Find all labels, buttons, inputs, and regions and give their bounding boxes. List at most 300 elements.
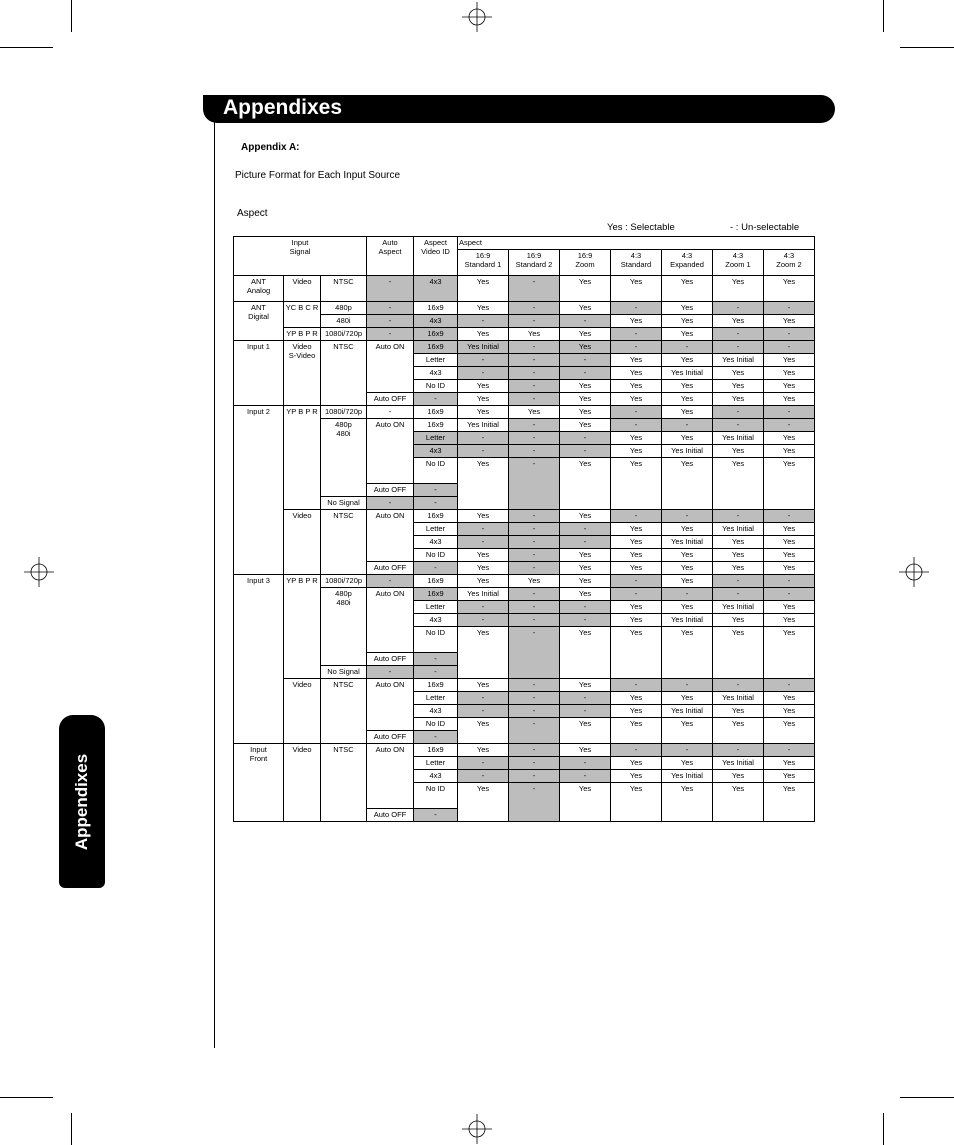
mode-cell: Yes: [764, 393, 815, 406]
mode-cell: -: [713, 679, 764, 692]
page-title: Appendixes: [223, 96, 343, 119]
mode-cell: Yes Initial: [458, 419, 509, 432]
header-auto-aspect: Auto Aspect: [367, 237, 414, 276]
mode-cell: -: [509, 783, 560, 822]
mode-cell: -: [764, 341, 815, 354]
mode-cell: Yes: [764, 523, 815, 536]
mode-cell: Yes: [458, 783, 509, 822]
table-cell: No ID: [414, 627, 458, 653]
mode-cell: -: [560, 445, 611, 458]
mode-cell: Yes: [662, 562, 713, 575]
crop-mark: [0, 47, 53, 48]
table-cell: -: [414, 393, 458, 406]
mode-cell: -: [560, 523, 611, 536]
table-cell: Auto ON: [367, 510, 414, 562]
mode-cell: Yes: [458, 718, 509, 744]
mode-cell: Yes: [560, 510, 611, 523]
mode-cell: -: [458, 367, 509, 380]
mode-cell: -: [458, 614, 509, 627]
header-aspect: Aspect: [458, 237, 815, 250]
table-cell: 480p 480i: [321, 588, 367, 666]
mode-cell: -: [764, 406, 815, 419]
table-cell: 16x9: [414, 302, 458, 315]
mode-cell: Yes: [560, 393, 611, 406]
mode-cell: Yes: [713, 549, 764, 562]
table-cell: 480p 480i: [321, 419, 367, 497]
mode-cell: -: [611, 679, 662, 692]
mode-cell: -: [764, 588, 815, 601]
mode-cell: -: [458, 432, 509, 445]
mode-cell: -: [560, 354, 611, 367]
mode-cell: Yes: [662, 432, 713, 445]
mode-cell: Yes: [764, 458, 815, 510]
header-mode: 16:9 Zoom: [560, 250, 611, 276]
mode-cell: -: [713, 419, 764, 432]
table-row: [234, 315, 815, 328]
mode-cell: Yes: [611, 562, 662, 575]
mode-cell: -: [458, 692, 509, 705]
table-cell: Video: [284, 276, 321, 302]
table-cell: NTSC: [321, 510, 367, 575]
table-cell: Video: [284, 510, 321, 575]
mode-cell: Yes: [662, 601, 713, 614]
mode-cell: -: [560, 315, 611, 328]
mode-cell: Yes Initial: [662, 705, 713, 718]
mode-cell: Yes: [611, 549, 662, 562]
table-row: [234, 406, 815, 419]
header-mode: 16:9 Standard 2: [509, 250, 560, 276]
mode-cell: -: [509, 354, 560, 367]
table-cell: Auto OFF: [367, 562, 414, 575]
mode-cell: -: [458, 757, 509, 770]
mode-cell: Yes: [764, 536, 815, 549]
mode-cell: -: [509, 757, 560, 770]
group-label: Input Front: [234, 744, 284, 822]
table-cell: Auto OFF: [367, 809, 414, 822]
table-cell: YP B P R: [284, 328, 321, 341]
table-cell: 16x9: [414, 588, 458, 601]
mode-cell: Yes: [764, 614, 815, 627]
mode-cell: -: [458, 354, 509, 367]
mode-cell: Yes: [764, 445, 815, 458]
table-cell: -: [367, 328, 414, 341]
mode-cell: -: [509, 705, 560, 718]
mode-cell: -: [560, 367, 611, 380]
table-cell: -: [367, 315, 414, 328]
table-cell: 16x9: [414, 679, 458, 692]
mode-cell: Yes: [662, 302, 713, 315]
mode-cell: -: [560, 432, 611, 445]
table-cell: No ID: [414, 718, 458, 731]
mode-cell: Yes: [458, 744, 509, 757]
mode-cell: -: [611, 341, 662, 354]
mode-cell: Yes: [611, 523, 662, 536]
mode-cell: Yes: [713, 614, 764, 627]
table-cell: Letter: [414, 692, 458, 705]
header-input-signal: Input Signal: [234, 237, 367, 276]
mode-cell: Yes: [611, 718, 662, 744]
table-cell: NTSC: [321, 341, 367, 406]
mode-cell: -: [611, 406, 662, 419]
mode-cell: -: [509, 744, 560, 757]
table-cell: 16x9: [414, 328, 458, 341]
header-mode: 4:3 Zoom 2: [764, 250, 815, 276]
mode-cell: Yes: [713, 536, 764, 549]
mode-cell: Yes: [458, 510, 509, 523]
mode-cell: -: [713, 744, 764, 757]
mode-cell: Yes: [764, 367, 815, 380]
mode-cell: Yes: [713, 445, 764, 458]
mode-cell: Yes: [764, 562, 815, 575]
mode-cell: -: [560, 757, 611, 770]
mode-cell: Yes: [458, 380, 509, 393]
mode-cell: Yes: [662, 718, 713, 744]
table-cell: 16x9: [414, 510, 458, 523]
table-cell: 4x3: [414, 536, 458, 549]
mode-cell: -: [509, 393, 560, 406]
mode-cell: Yes: [611, 458, 662, 510]
mode-cell: -: [764, 419, 815, 432]
table-cell: -: [414, 562, 458, 575]
mode-cell: -: [509, 419, 560, 432]
mode-cell: Yes: [713, 705, 764, 718]
mode-cell: Yes: [662, 315, 713, 328]
mode-cell: Yes: [611, 393, 662, 406]
crop-mark: [883, 1113, 884, 1145]
mode-cell: -: [764, 328, 815, 341]
mode-cell: -: [509, 601, 560, 614]
table-row: [234, 276, 815, 302]
table-cell: Auto OFF: [367, 393, 414, 406]
mode-cell: Yes Initial: [713, 523, 764, 536]
mode-cell: Yes: [560, 575, 611, 588]
mode-cell: Yes: [560, 341, 611, 354]
crop-mark: [900, 47, 954, 48]
crop-mark: [0, 1097, 53, 1098]
table-cell: No ID: [414, 783, 458, 809]
mode-cell: Yes: [560, 302, 611, 315]
mode-cell: Yes Initial: [458, 341, 509, 354]
mode-cell: -: [662, 588, 713, 601]
mode-cell: Yes: [764, 432, 815, 445]
table-row: [234, 588, 815, 601]
mode-cell: -: [560, 614, 611, 627]
mode-cell: Yes: [611, 367, 662, 380]
mode-cell: Yes: [611, 705, 662, 718]
table-row: [234, 341, 815, 354]
mode-cell: -: [509, 458, 560, 510]
mode-cell: Yes: [764, 276, 815, 302]
mode-cell: Yes: [560, 783, 611, 822]
table-cell: NTSC: [321, 679, 367, 744]
table-cell: No ID: [414, 549, 458, 562]
mode-cell: Yes: [764, 380, 815, 393]
mode-cell: -: [764, 302, 815, 315]
table-cell: -: [414, 809, 458, 822]
mode-cell: Yes: [764, 757, 815, 770]
table-cell: 1080i/720p: [321, 575, 367, 588]
mode-cell: Yes: [560, 679, 611, 692]
mode-cell: Yes: [713, 458, 764, 510]
mode-cell: Yes: [662, 458, 713, 510]
mode-cell: Yes: [458, 276, 509, 302]
section-title: Aspect: [237, 208, 268, 219]
table-cell: Video: [284, 679, 321, 744]
table-cell: -: [414, 497, 458, 510]
table-cell: 4x3: [414, 770, 458, 783]
mode-cell: -: [662, 744, 713, 757]
table-row: [234, 744, 815, 757]
mode-cell: Yes: [662, 523, 713, 536]
table-cell: Auto ON: [367, 679, 414, 731]
mode-cell: -: [458, 445, 509, 458]
table-cell: Video: [284, 744, 321, 822]
table-cell: 16x9: [414, 744, 458, 757]
mode-cell: -: [713, 510, 764, 523]
mode-cell: Yes: [611, 445, 662, 458]
mode-cell: Yes Initial: [662, 770, 713, 783]
mode-cell: -: [611, 588, 662, 601]
mode-cell: Yes: [713, 718, 764, 744]
mode-cell: -: [458, 601, 509, 614]
table-cell: Auto ON: [367, 588, 414, 653]
table-cell: 16x9: [414, 406, 458, 419]
mode-cell: Yes: [713, 562, 764, 575]
mode-cell: Yes: [662, 354, 713, 367]
mode-cell: Yes: [764, 354, 815, 367]
mode-cell: Yes: [662, 692, 713, 705]
table-cell: 4x3: [414, 315, 458, 328]
table-row: [234, 328, 815, 341]
mode-cell: Yes: [662, 276, 713, 302]
table-cell: Auto OFF: [367, 731, 414, 744]
mode-cell: -: [509, 523, 560, 536]
table-cell: YP B P R: [284, 575, 321, 679]
mode-cell: Yes: [713, 315, 764, 328]
table-cell: -: [367, 302, 414, 315]
group-label: Input 2: [234, 406, 284, 575]
mode-cell: Yes: [662, 575, 713, 588]
mode-cell: Yes Initial: [662, 367, 713, 380]
mode-cell: Yes: [611, 380, 662, 393]
mode-cell: Yes: [509, 328, 560, 341]
mode-cell: Yes Initial: [458, 588, 509, 601]
table-cell: 1080i/720p: [321, 406, 367, 419]
mode-cell: -: [509, 614, 560, 627]
mode-cell: Yes: [560, 549, 611, 562]
table-row: [234, 419, 815, 432]
mode-cell: Yes: [662, 380, 713, 393]
table-cell: 1080i/720p: [321, 328, 367, 341]
mode-cell: Yes: [662, 549, 713, 562]
mode-cell: Yes: [662, 406, 713, 419]
table-cell: Auto ON: [367, 419, 414, 484]
mode-cell: -: [713, 575, 764, 588]
table-cell: No Signal: [321, 497, 367, 510]
table-cell: -: [367, 406, 414, 419]
mode-cell: -: [713, 406, 764, 419]
mode-cell: -: [611, 302, 662, 315]
mode-cell: Yes: [458, 302, 509, 315]
mode-cell: Yes: [662, 757, 713, 770]
mode-cell: -: [713, 341, 764, 354]
mode-cell: Yes: [662, 328, 713, 341]
mode-cell: Yes: [560, 276, 611, 302]
mode-cell: -: [458, 705, 509, 718]
table-cell: 4x3: [414, 367, 458, 380]
mode-cell: Yes: [560, 406, 611, 419]
mode-cell: -: [713, 302, 764, 315]
mode-cell: Yes: [458, 328, 509, 341]
mode-cell: -: [764, 510, 815, 523]
mode-cell: -: [662, 419, 713, 432]
mode-cell: Yes Initial: [662, 536, 713, 549]
mode-cell: -: [611, 419, 662, 432]
mode-cell: -: [458, 770, 509, 783]
mode-cell: -: [560, 770, 611, 783]
mode-cell: -: [509, 432, 560, 445]
mode-cell: Yes: [458, 562, 509, 575]
table-cell: 16x9: [414, 341, 458, 354]
side-tab: [59, 715, 105, 888]
table-cell: -: [367, 276, 414, 302]
mode-cell: Yes: [458, 549, 509, 562]
registration-mark-icon: [462, 1114, 492, 1144]
mode-cell: -: [662, 679, 713, 692]
crop-mark: [900, 1097, 954, 1098]
mode-cell: Yes: [560, 458, 611, 510]
mode-cell: Yes: [611, 692, 662, 705]
mode-cell: -: [509, 770, 560, 783]
table-cell: Letter: [414, 601, 458, 614]
table-cell: YP B P R: [284, 406, 321, 510]
mode-cell: -: [611, 328, 662, 341]
table-cell: 16x9: [414, 575, 458, 588]
table-cell: 4x3: [414, 705, 458, 718]
aspect-format-table: [233, 236, 815, 822]
table-cell: -: [414, 666, 458, 679]
mode-cell: Yes: [458, 679, 509, 692]
mode-cell: -: [713, 328, 764, 341]
mode-cell: Yes: [509, 406, 560, 419]
mode-cell: -: [509, 679, 560, 692]
table-cell: NTSC: [321, 744, 367, 822]
header-mode: 4:3 Zoom 1: [713, 250, 764, 276]
mode-cell: -: [509, 536, 560, 549]
header-mode: 4:3 Expanded: [662, 250, 713, 276]
mode-cell: Yes: [764, 601, 815, 614]
table-cell: Letter: [414, 432, 458, 445]
mode-cell: Yes: [764, 549, 815, 562]
appendix-label: Appendix A:: [241, 142, 300, 153]
mode-cell: Yes Initial: [713, 432, 764, 445]
mode-cell: Yes: [611, 276, 662, 302]
subtitle: Picture Format for Each Input Source: [235, 170, 401, 181]
mode-cell: -: [509, 445, 560, 458]
table-cell: YC B C R: [284, 302, 321, 328]
mode-cell: Yes: [560, 419, 611, 432]
table-cell: Auto OFF: [367, 653, 414, 666]
mode-cell: -: [509, 302, 560, 315]
table-cell: -: [367, 497, 414, 510]
crop-mark: [71, 0, 72, 32]
header-mode: 4:3 Standard: [611, 250, 662, 276]
mode-cell: -: [458, 315, 509, 328]
mode-cell: Yes: [713, 393, 764, 406]
mode-cell: Yes: [560, 718, 611, 744]
table-cell: Auto ON: [367, 744, 414, 809]
mode-cell: -: [458, 536, 509, 549]
mode-cell: Yes: [713, 770, 764, 783]
mode-cell: Yes: [611, 770, 662, 783]
mode-cell: Yes Initial: [662, 614, 713, 627]
mode-cell: -: [509, 341, 560, 354]
group-label: ANT Analog: [234, 276, 284, 302]
mode-cell: Yes: [611, 627, 662, 679]
mode-cell: -: [662, 341, 713, 354]
table-cell: 4x3: [414, 276, 458, 302]
table-cell: Letter: [414, 757, 458, 770]
table-cell: No Signal: [321, 666, 367, 679]
mode-cell: Yes Initial: [713, 354, 764, 367]
group-label: Input 1: [234, 341, 284, 406]
registration-mark-icon: [899, 557, 929, 587]
mode-cell: -: [509, 692, 560, 705]
mode-cell: -: [560, 601, 611, 614]
mode-cell: Yes: [560, 380, 611, 393]
mode-cell: -: [611, 744, 662, 757]
mode-cell: Yes Initial: [713, 757, 764, 770]
mode-cell: Yes: [611, 536, 662, 549]
legend-selectable: Yes : Selectable: [607, 222, 675, 233]
mode-cell: Yes: [560, 328, 611, 341]
mode-cell: -: [764, 575, 815, 588]
mode-cell: Yes: [560, 744, 611, 757]
table-cell: Letter: [414, 523, 458, 536]
group-label: ANT Digital: [234, 302, 284, 341]
mode-cell: -: [509, 588, 560, 601]
mode-cell: Yes: [458, 393, 509, 406]
mode-cell: Yes: [458, 458, 509, 510]
header-mode: 16:9 Standard 1: [458, 250, 509, 276]
table-cell: 4x3: [414, 614, 458, 627]
table-row: [234, 302, 815, 315]
mode-cell: -: [509, 510, 560, 523]
mode-cell: Yes: [764, 692, 815, 705]
mode-cell: Yes: [560, 562, 611, 575]
mode-cell: Yes: [611, 757, 662, 770]
table-row: [234, 575, 815, 588]
mode-cell: Yes: [458, 575, 509, 588]
table-cell: 480p: [321, 302, 367, 315]
table-cell: -: [414, 484, 458, 497]
crop-mark: [71, 1113, 72, 1145]
legend-unselectable: - : Un-selectable: [730, 222, 800, 233]
mode-cell: Yes: [458, 627, 509, 679]
mode-cell: -: [611, 575, 662, 588]
table-cell: NTSC: [321, 276, 367, 302]
mode-cell: -: [560, 692, 611, 705]
mode-cell: -: [509, 718, 560, 744]
mode-cell: Yes: [611, 354, 662, 367]
mode-cell: Yes Initial: [713, 601, 764, 614]
table-cell: -: [367, 666, 414, 679]
mode-cell: Yes: [713, 380, 764, 393]
header-aspect-video-id: Aspect Video ID: [414, 237, 458, 276]
mode-cell: -: [560, 705, 611, 718]
mode-cell: Yes: [662, 393, 713, 406]
mode-cell: -: [509, 549, 560, 562]
